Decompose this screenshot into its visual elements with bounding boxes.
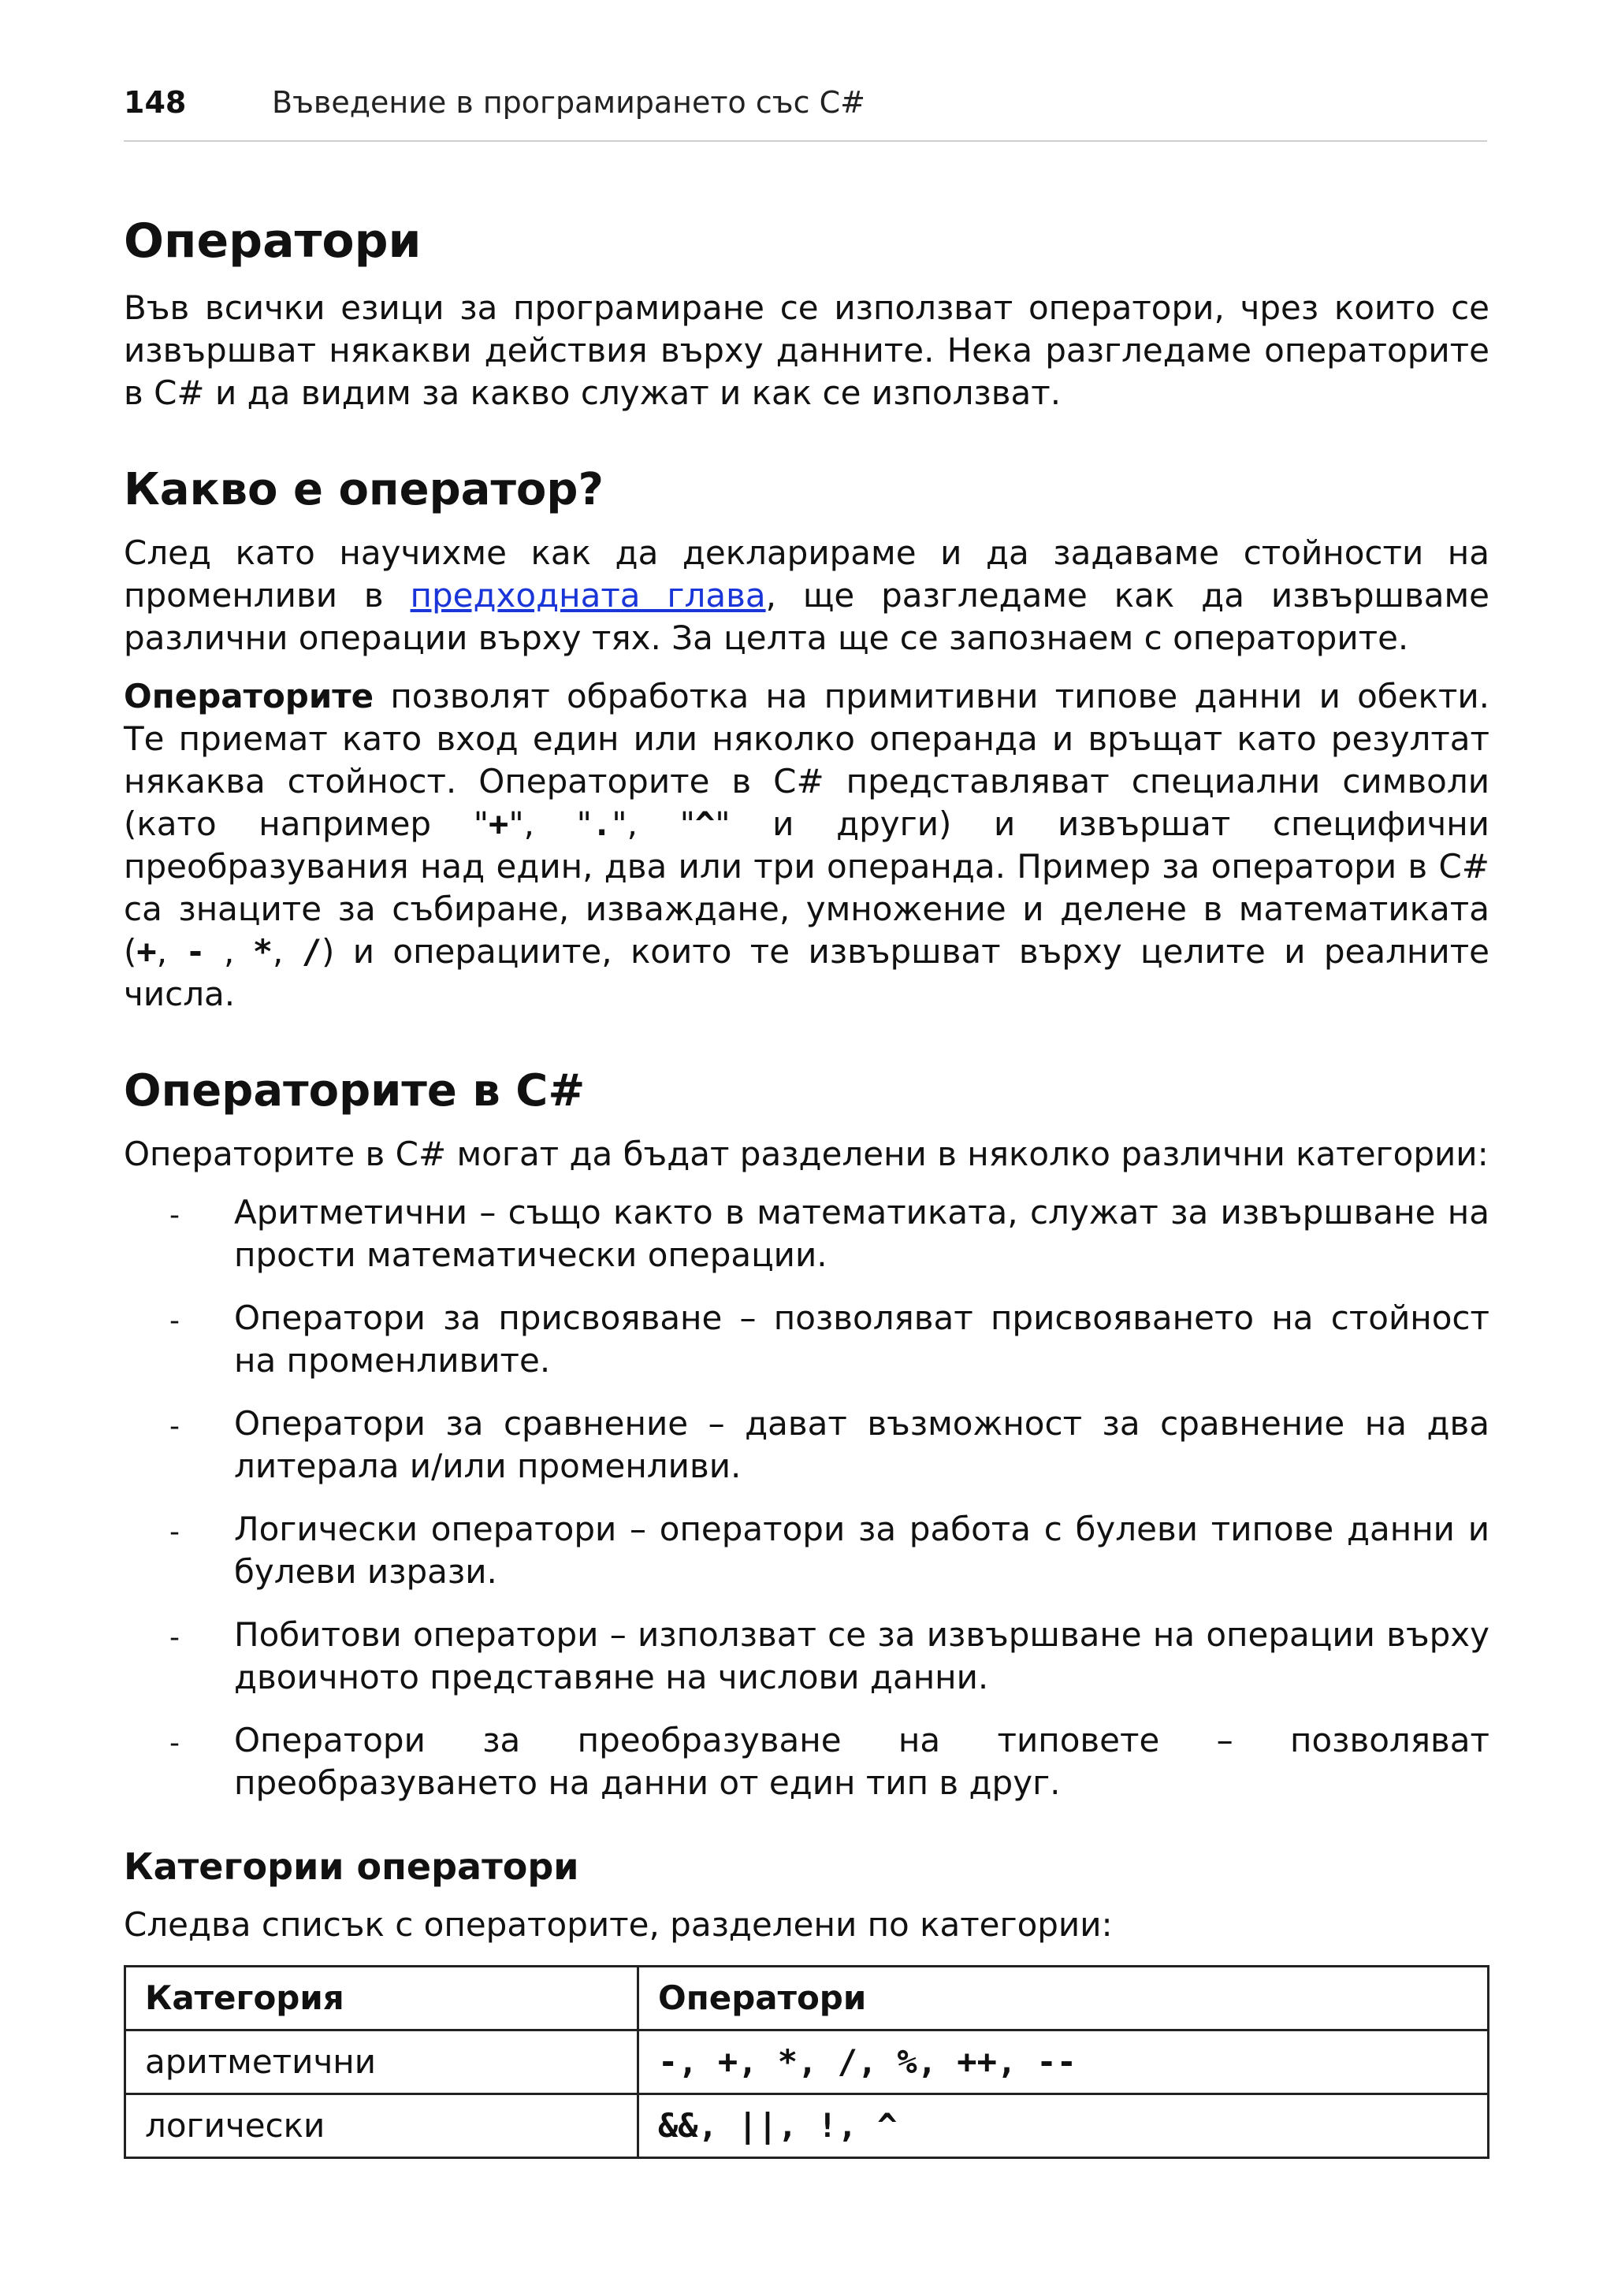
symbol-caret: ^ bbox=[694, 804, 716, 844]
operator-categories-list bbox=[124, 1191, 1489, 1804]
table-cell-operators: -, +, *, /, %, ++, -- bbox=[638, 2030, 1489, 2094]
section-title-operator-categories: Категории оператори bbox=[124, 1845, 579, 1889]
previous-chapter-link[interactable]: предходната глава bbox=[410, 576, 766, 615]
list-item: - Оператори за сравнение – дават възможност за сравнение на два литерала и/или променливи. bbox=[124, 1402, 1489, 1488]
text-run: , bbox=[205, 932, 253, 972]
text-run: ", " bbox=[508, 804, 592, 844]
list-item: - Оператори за присвояване – позволяват присвояването на стойност на променливите. bbox=[124, 1297, 1489, 1382]
operators-intro: Във всички езици за програмиране се използват оператори, чрез които се извършват някакви действия върху данните. Нека разгледаме операторите в C# и да видим за какво служат и как се използват. bbox=[124, 288, 1489, 412]
list-item: - Логически оператори – оператори за работа с булеви типове данни и булеви изрази. bbox=[124, 1508, 1489, 1593]
table-row bbox=[125, 2030, 1489, 2094]
categories-intro: Следва списък с операторите, разделени по категории: bbox=[124, 1904, 1113, 1944]
operator-minus: - bbox=[185, 932, 206, 972]
running-title: Въведение в програмирането със C# bbox=[272, 85, 865, 120]
list-item: - Аритметични – също както в математиката, служат за извършване на прости математически операции. bbox=[124, 1191, 1489, 1276]
section-title-operators-csharp: Операторите в C# bbox=[124, 1065, 586, 1117]
text-run: , bbox=[273, 932, 302, 972]
column-header-category: Категория bbox=[125, 1966, 638, 2030]
table-cell-operators: &&, ||, !, ^ bbox=[638, 2094, 1489, 2157]
operators-csharp-intro: Операторите в C# могат да бъдат разделени в няколко различни категории: bbox=[124, 1135, 1489, 1174]
operator-divide: / bbox=[301, 932, 322, 972]
page-content bbox=[124, 213, 1489, 2159]
text-run: ", " bbox=[612, 804, 695, 844]
page-header bbox=[124, 77, 1487, 142]
table-cell-category: логически bbox=[125, 2094, 638, 2157]
what-is-paragraph-2 bbox=[124, 675, 1489, 1016]
operator-plus: + bbox=[136, 932, 157, 972]
list-item: - Побитови оператори – използват се за извършване на операции върху двоичното представяне на числови данни. bbox=[124, 1614, 1489, 1699]
table-row bbox=[125, 2094, 1489, 2157]
text-run: , ще разгледаме как да извършваме различни операции върху тях. За целта ще се запознаем с операторите. bbox=[124, 576, 1490, 658]
symbol-dot: . bbox=[591, 804, 612, 844]
table-cell-category: аритметични bbox=[125, 2030, 638, 2094]
text-run: " и други) и извършат специфични преобразувания над един, два или три операнда. Пример за оператори в C# са знаците за събиране, изваждане, умножение и делене в математиката ( bbox=[124, 804, 1489, 972]
symbol-plus: + bbox=[489, 804, 509, 844]
text-run: позволят обработка на примитивни типове данни и обекти. Те приемат като вход един или няколко операнда и връщат като резултат някаква стойност. Операторите в C# представляват специални символи (като например " bbox=[124, 677, 1489, 844]
table-header-row bbox=[125, 1966, 1489, 2030]
list-item: - Оператори за преобразуване на типовете – позволяват преобразуването на данни от един тип в друг. bbox=[124, 1719, 1489, 1804]
column-header-operators: Оператори bbox=[638, 1966, 1489, 2030]
section-title-operators: Оператори bbox=[124, 214, 422, 269]
text-run: ) и операциите, които те извършват върху целите и реалните числа. bbox=[124, 932, 1490, 1014]
operators-table bbox=[124, 1965, 1489, 2159]
bold-term: Операторите bbox=[124, 677, 374, 716]
text-run: След като научихме как да декларираме и да задаваме стойности на променливи в bbox=[124, 533, 1489, 615]
what-is-paragraph-1 bbox=[124, 532, 1489, 659]
section-title-what-is-operator: Какво е оператор? bbox=[124, 464, 604, 515]
text-run: , bbox=[156, 932, 186, 972]
operator-multiply: * bbox=[252, 932, 273, 972]
page-number: 148 bbox=[124, 85, 187, 120]
